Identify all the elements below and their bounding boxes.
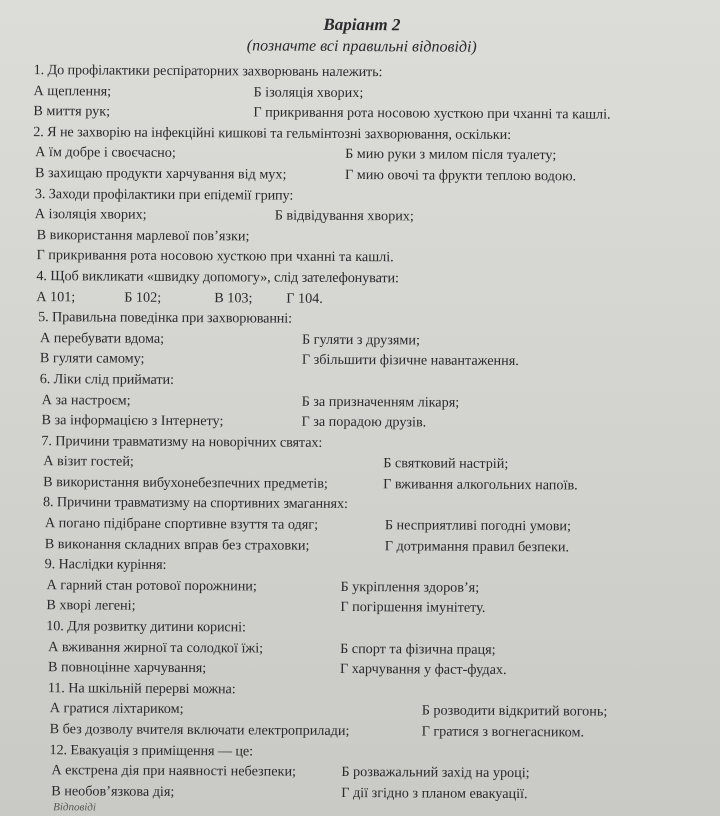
answer-d: Г гратися з вогнегасником. — [421, 723, 585, 741]
answer-c: В захищаю продукти харчування від мух; — [34, 165, 287, 183]
question-8: 8. Причини травматизму на спортивних змаганнях: — [42, 494, 348, 513]
answer-b: Б за призначенням лікаря; — [301, 393, 460, 411]
answer-c: В миття рук; — [33, 103, 111, 120]
answer-d: Г прикривання рота носовою хусткою при чханні та кашлі. — [253, 104, 611, 123]
answer-a: А за настроєм; — [41, 391, 131, 409]
footer-cut-text: Відповіді — [53, 801, 96, 814]
answer-d: Г за порадою друзів. — [301, 413, 427, 431]
answer-c: В повноцінне харчування; — [47, 659, 207, 677]
question-10: 10. Для розвитку дитини корисні: — [46, 618, 246, 636]
answer-row — [21, 204, 701, 229]
answer-d: Г вживання алкогольних напоїв. — [383, 476, 578, 494]
answer-b: Б несприятливі погодні умови; — [384, 517, 572, 535]
answer-d: Г дії згідно з планом евакуації. — [341, 784, 528, 802]
answer-d: Г харчування у фаст-фудах. — [339, 661, 507, 679]
answer-c: В хворі легені; — [46, 597, 136, 615]
answer-d: Г прикривання рота носовою хусткою при чханні та кашлі. — [36, 247, 394, 266]
question-3: 3. Заходи профілактики при епідемії грипу: — [34, 185, 294, 204]
answer-a: А візит гостей; — [43, 453, 134, 470]
question-2: 2. Я не захворію на інфекційні кишкові та гельмінтозні захворювання, оскільки: — [33, 123, 511, 143]
page-subtitle: (позначте всі правильні відповіді) — [246, 37, 477, 56]
answer-b: Б спорт та фізична праця; — [340, 640, 496, 658]
answer-b: Б ізоляція хворих; — [253, 84, 364, 101]
answer-a: А погано підібране спортивне взуття та одяг; — [44, 515, 319, 533]
answer-d: Г мию овочі та фрукти теплою водою. — [344, 166, 577, 185]
answer-a: А перебувати вдома; — [39, 329, 165, 347]
question-12: 12. Евакуація з приміщення — це: — [49, 741, 254, 760]
question-1: 1. До профілактики респіраторних захворювань належить: — [33, 62, 383, 81]
answer-a: А гратися ліхтариком; — [49, 700, 184, 718]
answer-b: Б мию руки з милом після туалету; — [345, 146, 557, 164]
answer-b: Б розважальний захід на уроці; — [341, 764, 530, 782]
answer-b: Б розводити відкритий вогонь; — [421, 702, 608, 720]
answer-d: Г 104. — [286, 290, 323, 307]
answer-d: Г дотримання правил безпеки. — [384, 537, 570, 556]
answer-c: В необов’язкова дія; — [51, 782, 175, 800]
answer-a: А їм добре і своєчасно; — [35, 144, 176, 162]
answer-b: Б укріплення здоров’я; — [340, 578, 480, 596]
question-7: 7. Причини травматизму на новорічних святах: — [41, 432, 323, 451]
question-4: 4. Щоб викликати «швидку допомогу», слід зателефонувати: — [36, 268, 399, 287]
answer-b: Б святковий настрій; — [383, 455, 509, 473]
answer-a: А гарний стан ротової порожнини; — [46, 577, 257, 595]
answer-c: В використання марлевої пов’язки; — [36, 226, 250, 245]
question-11: 11. На шкільній перерві можна: — [47, 679, 236, 698]
answer-b: Б гуляти з друзями; — [301, 331, 421, 349]
answer-a: А ізоляція хворих; — [34, 206, 147, 223]
answer-c: В виконання складних вправ без страховки; — [44, 535, 310, 554]
answer-a: А вживання жирної та солодкої їжі; — [48, 638, 264, 657]
page-title: Варіант 2 — [323, 14, 401, 35]
answer-c: В використання вибухонебезпечних предметів; — [43, 474, 328, 492]
question-6: 6. Ліки слід приймати: — [39, 371, 174, 388]
answer-c: В за інформацією з Інтернету; — [41, 412, 224, 430]
answer-d: Г збільшити фізичне навантаження. — [301, 352, 519, 370]
answer-b: Б 102; — [124, 289, 162, 306]
answer-b: Б відвідування хворих; — [274, 207, 414, 225]
answer-row — [17, 781, 697, 806]
answer-c: В без дозволу вчителя включати електроприлади; — [49, 721, 350, 740]
answer-c: В 103; — [214, 289, 253, 306]
answer-a: А 101; — [36, 288, 76, 305]
answer-a: А екстрена дія при наявності небезпеки; — [51, 762, 297, 780]
question-5: 5. Правильна поведінка при захворюванні: — [38, 309, 293, 327]
answer-c: В гуляти самому; — [39, 350, 145, 368]
question-9: 9. Наслідки куріння: — [44, 556, 167, 574]
answer-d: Г погіршення імунітету. — [340, 599, 486, 617]
answer-a: А щеплення; — [33, 82, 112, 100]
test-document — [17, 12, 702, 816]
